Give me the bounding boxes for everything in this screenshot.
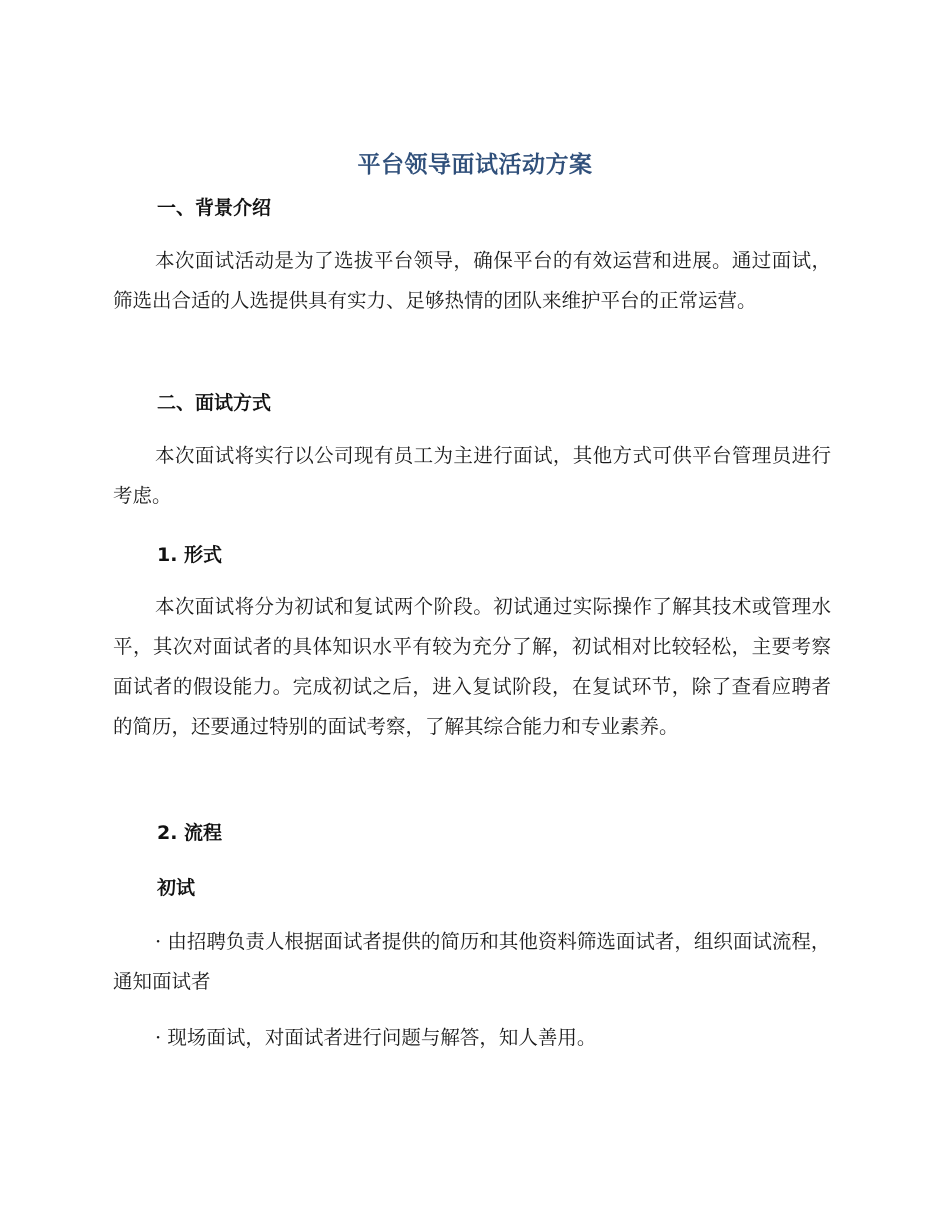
section-paragraph-format: 本次面试将分为初试和复试两个阶段。初试通过实际操作了解其技术或管理水平，其次对面试者的具体知识水平有较为充分了解，初试相对比较轻松，主要考察面试者的假设能力。完成初试之后，进入复试阶段，在复试环节，除了查看应聘者的简历，还要通过特别的面试考察，了解其综合能力和专业素养。	[113, 595, 831, 738]
section-paragraph-interview-method: 本次面试将实行以公司现有员工为主进行面试，其他方式可供平台管理员进行考虑。	[113, 444, 831, 507]
section-heading-format: 1. 形式	[157, 544, 223, 566]
section-heading-interview-method: 二、面试方式	[157, 392, 272, 414]
section-heading-process: 2. 流程	[157, 822, 223, 844]
section-paragraph-background: 本次面试活动是为了选拔平台领导，确保平台的有效运营和进展。通过面试，筛选出合适的人选提供具有实力、足够热情的团队来维护平台的正常运营。	[113, 249, 831, 312]
section-heading-background: 一、背景介绍	[157, 197, 272, 219]
list-item: · 现场面试，对面试者进行问题与解答，知人善用。	[155, 1026, 597, 1049]
section-heading-first-round: 初试	[157, 877, 196, 899]
document-title: 平台领导面试活动方案	[357, 152, 593, 178]
list-item: · 由招聘负责人根据面试者提供的简历和其他资料筛选面试者，组织面试流程，通知面试者	[113, 930, 831, 993]
